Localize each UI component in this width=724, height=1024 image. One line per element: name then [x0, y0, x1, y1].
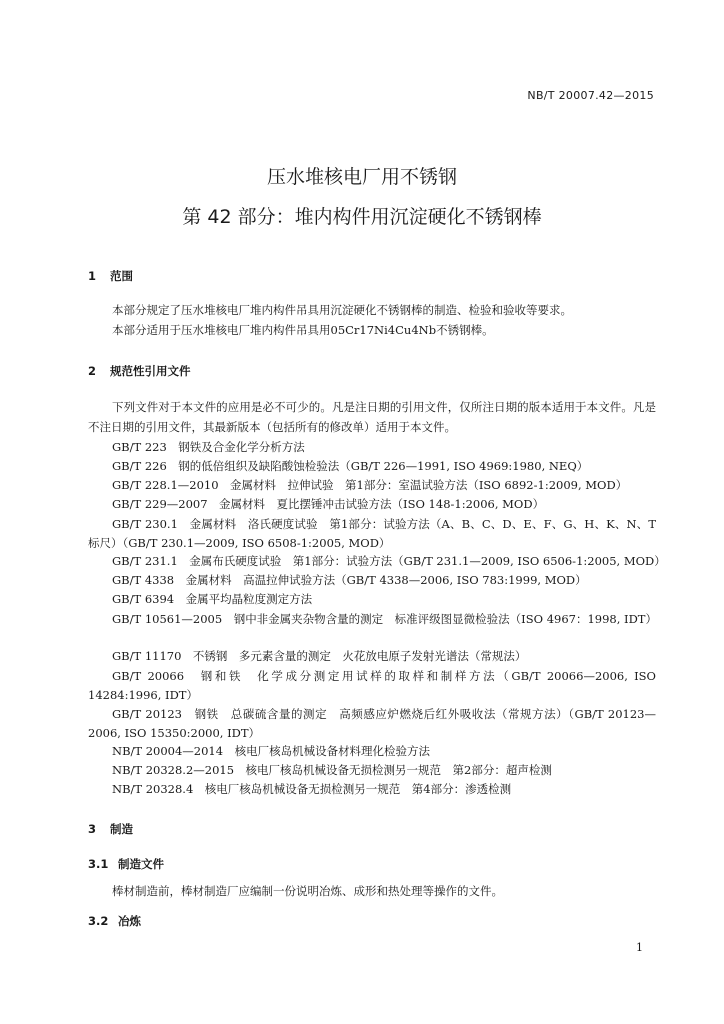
reference-item: GB/T 4338 金属材料 高温拉伸试验方法（GB/T 4338—2006, ISO 783:1999, MOD）	[112, 573, 587, 587]
reference-item: GB/T 223 钢铁及合金化学分析方法	[112, 440, 305, 454]
reference-item: GB/T 6394 金属平均晶粒度测定方法	[112, 592, 313, 606]
document-title: 压水堆核电厂用不锈钢	[266, 166, 457, 188]
reference-item: GB/T 20123 钢铁 总碳硫含量的测定 高频感应炉燃烧后红外吸收法（常规方法）（GB/T 20123—2006, ISO 15350:2000, IDT）	[88, 707, 656, 740]
reference-item: GB/T 10561—2005 钢中非金属夹杂物含量的测定 标准评级图显微检验法（ISO 4967：1998, IDT）	[112, 612, 657, 626]
subsection-3-2-heading	[88, 913, 141, 929]
subsection-3-1-heading	[88, 856, 164, 872]
reference-item: NB/T 20004—2014 核电厂核岛机械设备材料理化检验方法	[112, 744, 431, 758]
reference-item: NB/T 20328.2—2015 核电厂核岛机械设备无损检测另一规范 第2部分：超声检测	[112, 763, 552, 777]
section-number: 3	[88, 822, 97, 836]
section-title: 规范性引用文件	[110, 364, 191, 378]
subsection-number: 3.2	[88, 914, 109, 928]
page-number: 1	[636, 941, 643, 954]
section-1-paragraph-2: 本部分适用于压水堆核电厂堆内构件吊具用05Cr17Ni4Cu4Nb不锈钢棒。	[112, 323, 494, 337]
reference-item: GB/T 20066 钢和铁 化学成分测定用试样的取样和制样方法（GB/T 20066—2006, ISO 14284:1996, IDT）	[88, 669, 656, 702]
reference-item: GB/T 11170 不锈钢 多元素含量的测定 火花放电原子发射光谱法（常规法）	[112, 649, 527, 663]
section-title: 范围	[110, 269, 133, 283]
section-title: 制造	[110, 822, 133, 836]
section-1-paragraph-1: 本部分规定了压水堆核电厂堆内构件吊具用沉淀硬化不锈钢棒的制造、检验和验收等要求。	[112, 303, 572, 317]
subsection-title: 制造文件	[118, 857, 164, 871]
subsection-3-1-text: 棒材制造前，棒材制造厂应编制一份说明冶炼、成形和热处理等操作的文件。	[112, 884, 503, 898]
reference-item: GB/T 231.1 金属布氏硬度试验 第1部分：试验方法（GB/T 231.1—2009, ISO 6506-1:2005, MOD）	[112, 554, 666, 568]
reference-item: GB/T 228.1—2010 金属材料 拉伸试验 第1部分：室温试验方法（ISO 6892-1:2009, MOD）	[112, 478, 628, 492]
reference-item: GB/T 226 钢的低倍组织及缺陷酸蚀检验法（GB/T 226—1991, ISO 4969:1980, NEQ）	[112, 459, 589, 473]
standard-number: NB/T 20007.42—2015	[527, 89, 654, 102]
reference-item: NB/T 20328.4 核电厂核岛机械设备无损检测另一规范 第4部分：渗透检测	[112, 782, 512, 796]
document-subtitle: 第 42 部分：堆内构件用沉淀硬化不锈钢棒	[182, 206, 542, 228]
subsection-number: 3.1	[88, 857, 109, 871]
reference-item: GB/T 229—2007 金属材料 夏比摆锤冲击试验方法（ISO 148-1:2006, MOD）	[112, 497, 545, 511]
section-3-heading	[88, 821, 133, 837]
subsection-title: 冶炼	[118, 914, 141, 928]
reference-item: GB/T 230.1 金属材料 洛氏硬度试验 第1部分：试验方法（A、B、C、D、E、F、G、H、K、N、T标尺）（GB/T 230.1—2009, ISO 6508-1:2005, MOD）	[88, 517, 656, 550]
section-2-intro: 下列文件对于本文件的应用是必不可少的。凡是注日期的引用文件，仅所注日期的版本适用于本文件。凡是不注日期的引用文件，其最新版本（包括所有的修改单）适用于本文件。	[88, 400, 656, 434]
section-number: 1	[88, 269, 97, 283]
section-2-heading	[88, 363, 191, 379]
section-number: 2	[88, 364, 97, 378]
section-1-heading	[88, 268, 133, 284]
